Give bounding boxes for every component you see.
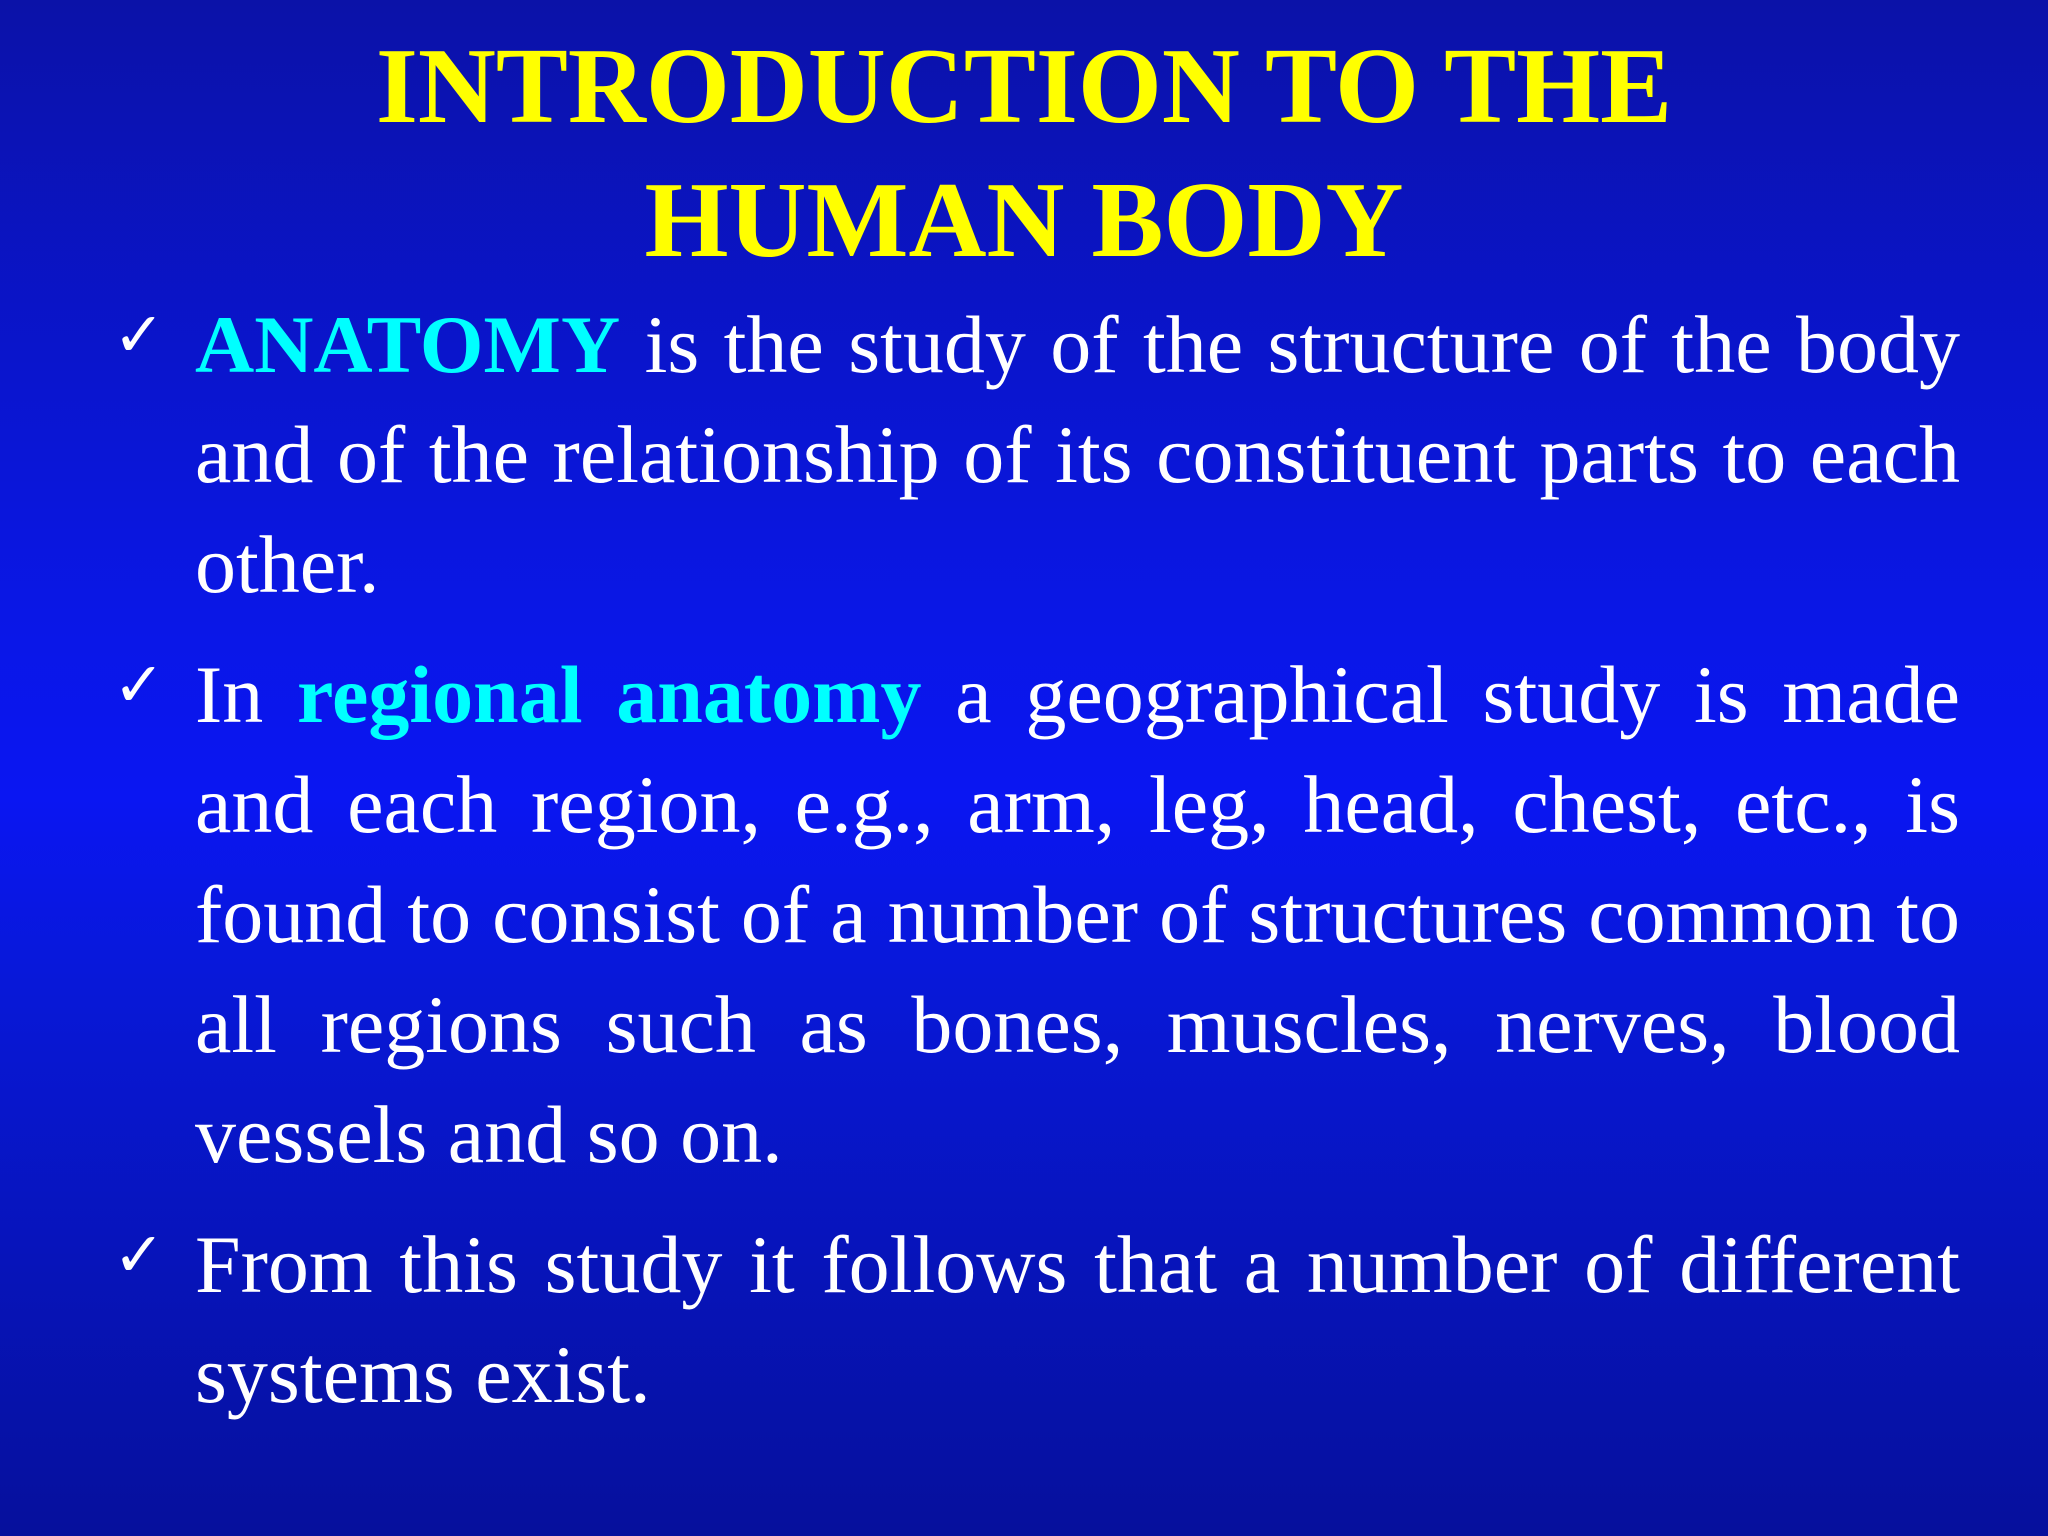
title-line-2: HUMAN BODY bbox=[644, 161, 1404, 280]
check-icon: ✓ bbox=[113, 298, 165, 371]
bullet-text: a geographical study is made and each region, e.g., arm, leg, head, chest, etc., is found to consist of a number of structures common to all regions such as bones, muscles, nerves, blood vessels and so on. bbox=[195, 649, 1960, 1180]
bullet-text: From this study it follows that a number of different systems exist. bbox=[195, 1219, 1960, 1420]
slide-title bbox=[0, 20, 2048, 288]
bullet-systems bbox=[113, 1210, 1960, 1430]
term-regional-anatomy: regional anatomy bbox=[297, 649, 922, 740]
bullet-regional-anatomy bbox=[113, 640, 1960, 1190]
term-anatomy: ANATOMY bbox=[195, 299, 621, 390]
bullet-anatomy bbox=[113, 290, 1960, 620]
check-icon: ✓ bbox=[113, 1218, 165, 1291]
bullet-text: is the study of the structure of the body and of the relationship of its constituent parts to each other. bbox=[195, 299, 1960, 610]
check-icon: ✓ bbox=[113, 648, 165, 721]
title-line-1: INTRODUCTION TO THE bbox=[375, 27, 1673, 146]
bullet-text-lead: In bbox=[195, 649, 298, 740]
